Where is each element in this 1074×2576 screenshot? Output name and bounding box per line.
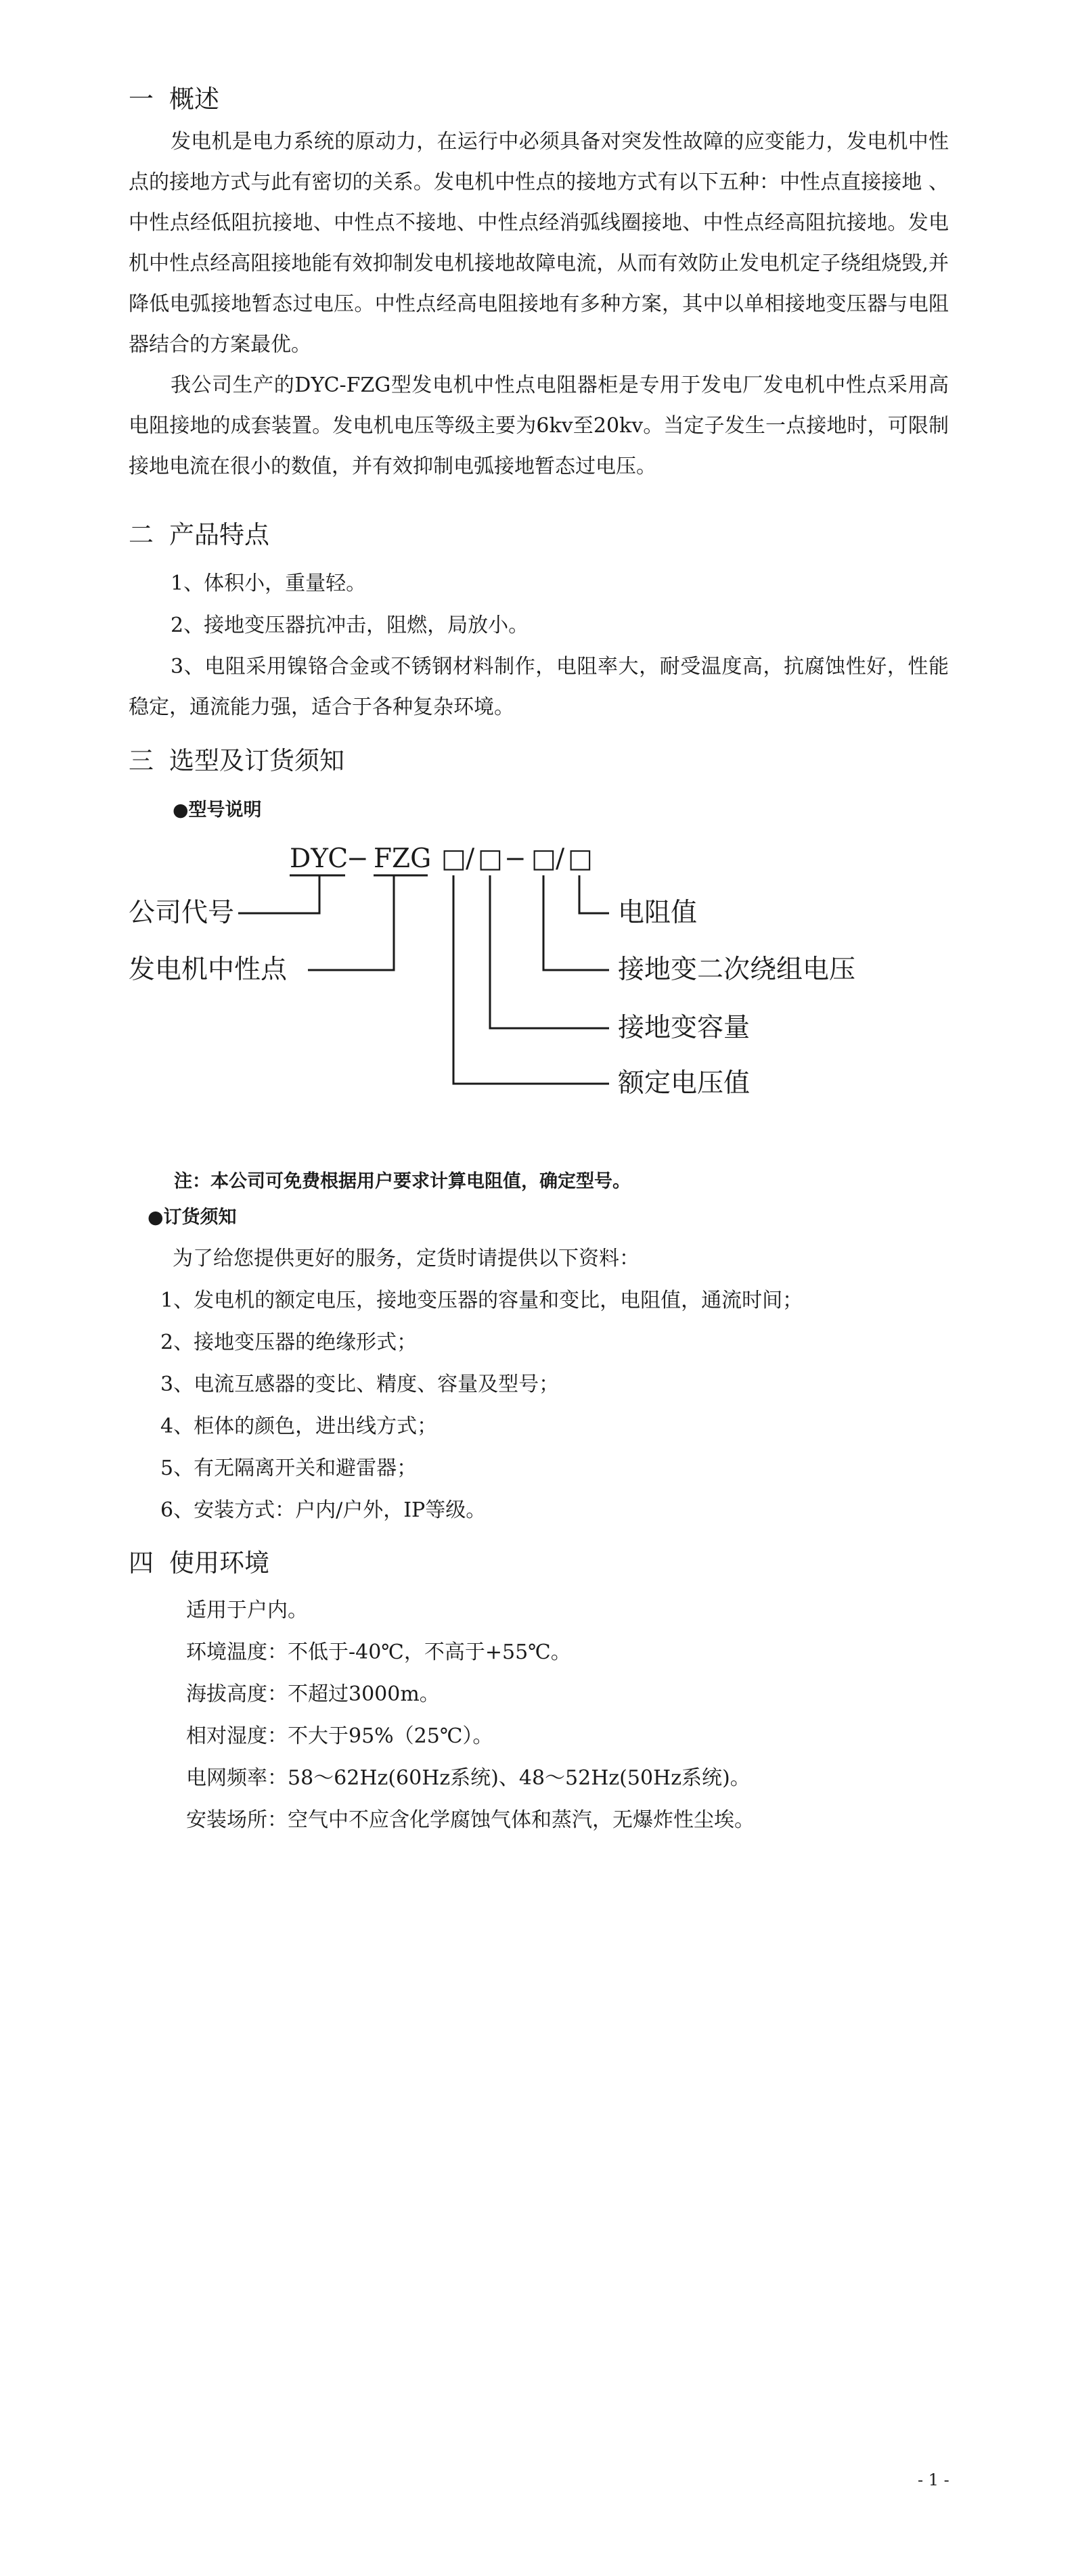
overview-paragraph-1: 发电机是电力系统的原动力，在运行中必须具备对突发性故障的应变能力，发电机中性点的接地方式与此有密切的关系。发电机中性点的接地方式有以下五种：中性点直接接地 、中性点经低阻抗接地、中性点不接地、中性点经消弧线圈接地、中性点经高阻抗接地。发电机中性点经高阻接地能有效抑制发电机接地故障电流，从而有效防止发电机定子绕组烧毁,并降低电弧接地暂态过电压。中性点经高电阻接地有多种方案，其中以单相接地变压器与电阻器结合的方案最优。 (129, 130, 949, 356)
model-code-fzg: FZG (374, 844, 432, 874)
model-dash: − (346, 844, 369, 874)
order-intro: 为了给您提供更好的服务，定货时请提供以下资料： (173, 1247, 640, 1270)
order-heading: ●订货须知 (148, 1207, 237, 1228)
environment-item: 环境温度：不低于-40℃，不高于+55℃。 (186, 1640, 571, 1664)
order-item: 6、安装方式：户内/户外，IP等级。 (160, 1498, 487, 1522)
model-code-dyc: DYC (290, 844, 349, 874)
feature-item: 1、体积小，重量轻。 (171, 572, 367, 595)
model-dash: − (504, 844, 527, 874)
leader-secondary (543, 875, 609, 970)
model-box-rated-voltage: □ (441, 844, 466, 874)
leader-neutral (308, 875, 394, 970)
label-rated-voltage: 额定电压值 (618, 1068, 751, 1099)
section-number: 二 (129, 520, 154, 549)
leader-resistance (579, 875, 609, 913)
overview-paragraph-2: 我公司生产的DYC-FZG型发电机中性点电阻器柜是专用于发电厂发电机中性点采用高电阻接地的成套装置。发电机电压等级主要为6kv至20kv。当定子发生一点接地时，可限制接地电流在很小的数值，并有效抑制电弧接地暂态过电压。 (129, 373, 949, 478)
model-slash: / (556, 844, 565, 874)
order-item: 5、有无隔离开关和避雷器； (160, 1456, 418, 1480)
leader-rated (453, 875, 609, 1084)
section-title: 使用环境 (169, 1548, 269, 1578)
section-number: 一 (129, 85, 154, 114)
environment-item: 相对湿度：不大于95%（25℃）。 (186, 1724, 493, 1748)
label-resistance-value: 电阻值 (618, 898, 698, 928)
feature-item: 2、接地变压器抗冲击，阻燃，局放小。 (171, 614, 529, 637)
section-number: 三 (129, 746, 154, 775)
feature-item: 3、电阻采用镍铬合金或不锈钢材料制作，电阻率大，耐受温度高，抗腐蚀性好，性能稳定，通流能力强，适合于各种复杂环境。 (129, 655, 949, 719)
leader-capacity (490, 875, 609, 1028)
section-heading-environment (129, 1550, 269, 1576)
environment-item: 适用于户内。 (186, 1598, 308, 1622)
order-item: 2、接地变压器的绝缘形式； (160, 1331, 418, 1354)
section-title: 产品特点 (169, 520, 269, 549)
page-number: - 1 - (918, 2470, 949, 2489)
environment-item: 安装场所：空气中不应含化学腐蚀气体和蒸汽，无爆炸性尘埃。 (186, 1808, 755, 1832)
section-number: 四 (129, 1548, 154, 1578)
section-title: 选型及订货须知 (169, 746, 344, 775)
model-box-secondary-voltage: □ (531, 844, 556, 874)
model-note: 注：本公司可免费根据用户要求计算电阻值，确定型号。 (174, 1171, 631, 1192)
environment-item: 电网频率：58～62Hz(60Hz系统)、48～52Hz(50Hz系统)。 (186, 1766, 751, 1790)
label-company-code: 公司代号 (129, 898, 235, 928)
environment-item: 海拔高度：不超过3000m。 (186, 1682, 440, 1706)
order-item: 3、电流互感器的变比、精度、容量及型号； (160, 1373, 560, 1396)
model-heading: ●型号说明 (173, 800, 262, 821)
model-box-resistance: □ (568, 844, 593, 874)
label-transformer-capacity: 接地变容量 (618, 1013, 751, 1043)
order-item: 4、柜体的颜色，进出线方式； (160, 1414, 438, 1438)
model-slash: / (466, 844, 475, 874)
label-generator-neutral: 发电机中性点 (129, 954, 288, 985)
model-box-capacity: □ (478, 844, 503, 874)
order-item: 1、发电机的额定电压，接地变压器的容量和变比，电阻值，通流时间； (160, 1289, 803, 1312)
section-title: 概述 (169, 85, 219, 114)
leader-company (238, 875, 319, 913)
label-secondary-voltage: 接地变二次绕组电压 (618, 954, 856, 985)
